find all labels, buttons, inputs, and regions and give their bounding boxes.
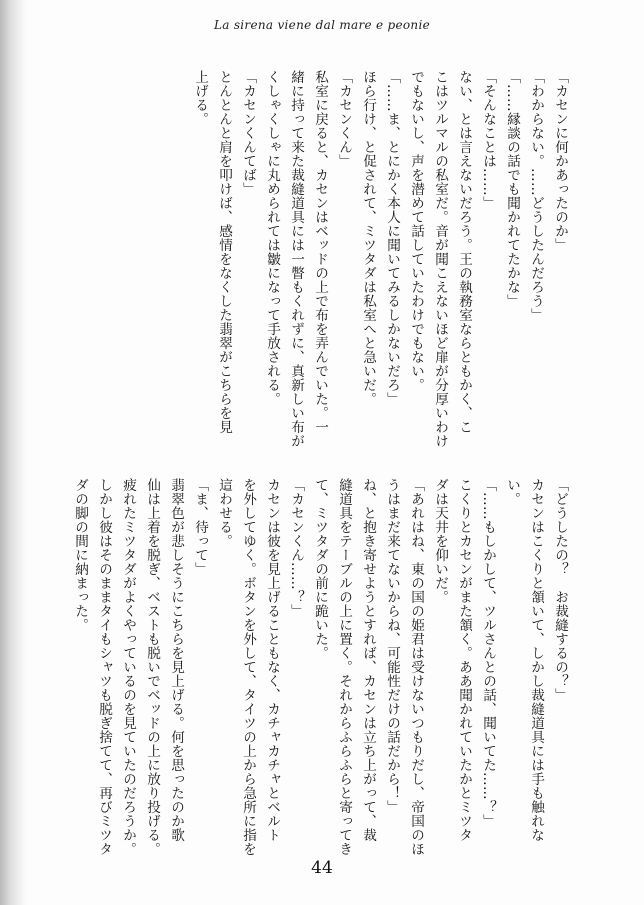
text-line: い。 bbox=[504, 478, 520, 506]
text-line: 「カセンくん……？」 bbox=[288, 478, 304, 618]
text-line: 「カセンくんてば」 bbox=[240, 70, 256, 196]
text-line: ダは天井を仰いだ。 bbox=[432, 478, 448, 604]
text-line: しかし彼はそのままタイもシャツも脱ぎ捨てて、再びミツタ bbox=[96, 478, 112, 856]
text-line: 緒に持って来た裁縫道具には一瞥もくれずに、真新しい布が bbox=[288, 70, 304, 448]
text-line: とんとんと肩を叩けば、感情をなくした翡翠がこちらを見 bbox=[216, 70, 232, 434]
text-line: ない、とは言えないだろう。王の執務室ならともかく、こ bbox=[456, 70, 472, 434]
text-line: ほら行け、と促されて、ミツタダは私室へと急いだ。 bbox=[360, 70, 376, 406]
text-line: 「……ま、とにかく本人に聞いてみるしかないだろ」 bbox=[384, 70, 400, 406]
text-line: ダの脚の間に納まった。 bbox=[72, 478, 88, 632]
text-column-bottom bbox=[72, 478, 572, 856]
running-header: La sirena viene dal mare e peonie bbox=[214, 18, 430, 32]
text-line: うはまだ来てないからね、可能性だけの話だから！」 bbox=[384, 478, 400, 814]
text-line: ね、と抱き寄せようとすれば、カセンは立ち上がって、裁 bbox=[360, 478, 376, 842]
text-line: 疲れたミツタダがよくやっているのを見ていたのだろうか。 bbox=[120, 478, 136, 856]
text-line: 「そんなことは……」 bbox=[480, 70, 496, 210]
text-line: こくりとカセンがまた頷く。ああ聞かれていたかとミツタ bbox=[456, 478, 472, 842]
text-line: くしゃくしゃに丸められては皺になって手放される。 bbox=[264, 70, 280, 406]
text-line: 「カセンに何かあったのか」 bbox=[552, 70, 568, 252]
text-line: 「ま、待って」 bbox=[192, 478, 208, 576]
text-line: 私室に戻ると、カセンはベッドの上で布を弄んでいた。一 bbox=[312, 70, 328, 434]
binding-shadow bbox=[0, 0, 28, 905]
text-line: 「……縁談の話でも聞かれてたかな」 bbox=[504, 70, 520, 308]
text-line: 「カセンくん」 bbox=[336, 70, 352, 168]
text-line: を外してゆく。ボタンを外して、タイツの上から急所に指を bbox=[240, 478, 256, 856]
text-line: カセンはこくりと頷いて、しかし裁縫道具には手も触れな bbox=[528, 478, 544, 842]
text-line: 翡翠色が悲しそうにこちらを見上げる。何を思ったのか歌 bbox=[168, 478, 184, 842]
text-line: 縫道具をテーブルの上に置く。それからふらふらと寄ってき bbox=[336, 478, 352, 856]
text-line: 「あれはね、東の国の姫君は受けないつもりだし、帝国のほ bbox=[408, 478, 424, 856]
text-line: でもないし、声を潜めて話していたわけでもない。 bbox=[408, 70, 424, 392]
text-line: 上げる。 bbox=[192, 70, 208, 126]
page-number: 44 bbox=[311, 858, 333, 878]
text-line: 「どうしたの？ お裁縫するの？」 bbox=[552, 478, 568, 702]
text-line: カセンは彼を見上げることもなく、カチャカチャとベルト bbox=[264, 478, 280, 842]
text-line: て、ミツタダの前に跪いた。 bbox=[312, 478, 328, 660]
text-line: こはツルマルの私室だ。音が聞こえないほど扉が分厚いわけ bbox=[432, 70, 448, 448]
text-line: 這わせる。 bbox=[216, 478, 232, 548]
text-column-top bbox=[76, 70, 572, 458]
text-line: 「わからない。……どうしたんだろう」 bbox=[528, 70, 544, 322]
text-line: 「……もしかして、ツルさんとの話、聞いてた……？」 bbox=[480, 478, 496, 828]
text-line: 仙は上着を脱ぎ、ベストも脱いでベッドの上に放り投げる。 bbox=[144, 478, 160, 856]
